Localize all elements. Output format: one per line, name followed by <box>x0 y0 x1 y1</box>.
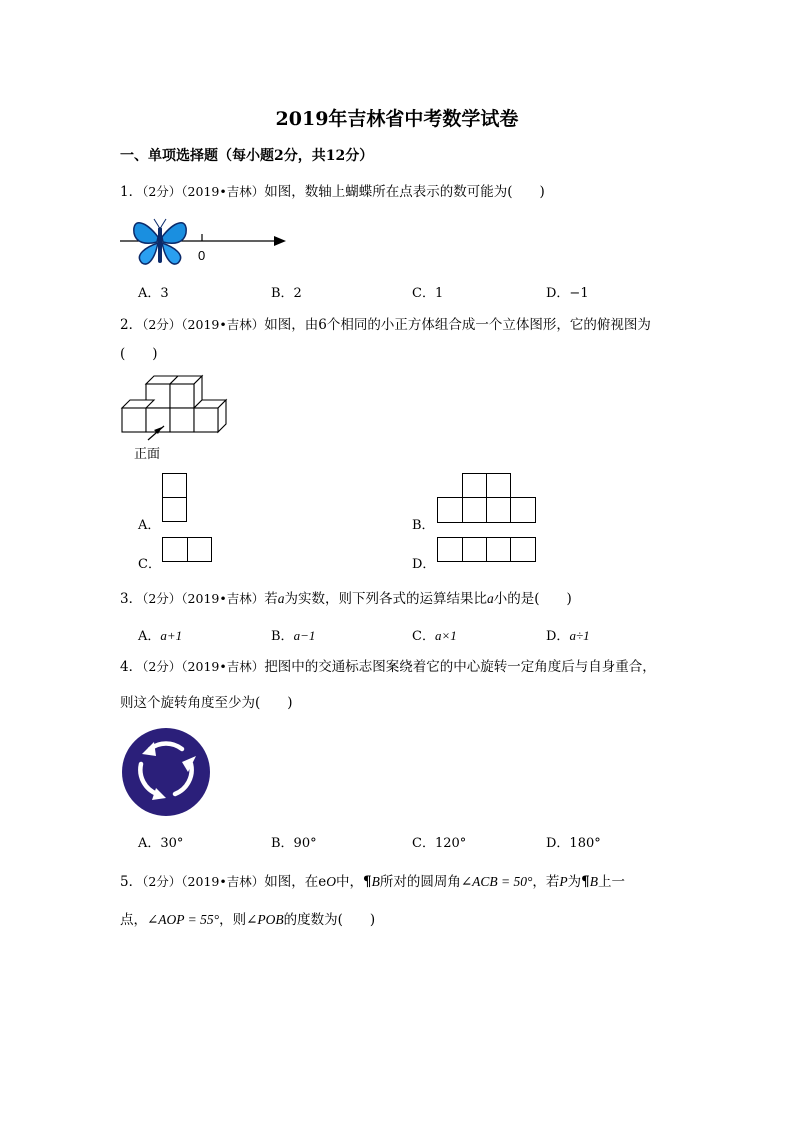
option-expression: a×1 <box>434 628 457 643</box>
option-a[interactable]: A．30° <box>138 836 184 851</box>
arrow-head-icon <box>274 236 286 246</box>
question-3 <box>120 587 572 607</box>
variable-a: a <box>277 591 285 606</box>
question-text-a: 若 <box>264 591 278 607</box>
question-text-b: 为实数，则下列各式的运算结果比 <box>284 591 487 607</box>
question-source: （2019•吉林） <box>181 659 265 674</box>
option-expression: a÷1 <box>569 628 590 643</box>
roundabout-sign-icon <box>120 726 212 818</box>
option-a[interactable]: A．3 <box>138 286 169 301</box>
question-source: （2019•吉林） <box>181 184 265 199</box>
option-b[interactable] <box>271 625 315 644</box>
angle-acb: ∠ACB = 50° <box>460 874 533 889</box>
option-label: D． <box>546 629 570 644</box>
option-d[interactable]: D．−1 <box>546 286 589 301</box>
question-score: （2分） <box>142 659 182 674</box>
question-text-b: 中， <box>335 874 363 890</box>
question-text: 如图，由6个相同的小正方体组合成一个立体图形，它的俯视图为 <box>264 317 651 333</box>
question-number: 5． <box>120 874 143 890</box>
question-text-f: 上一 <box>598 874 625 890</box>
option-c[interactable] <box>412 625 457 644</box>
option-d-view <box>437 537 541 565</box>
angle-aop: ∠AOP = 55° <box>147 912 220 927</box>
option-expression: a+1 <box>160 628 183 643</box>
option-c[interactable]: C．120° <box>412 836 467 851</box>
question-number: 2． <box>120 317 143 333</box>
arc-endpoint: B <box>371 874 380 889</box>
option-b[interactable]: B．2 <box>271 286 302 301</box>
option-b-view <box>437 473 541 525</box>
question-text-d: ，若 <box>532 874 560 890</box>
option-label: C． <box>412 629 435 644</box>
question-4 <box>120 655 656 675</box>
option-a[interactable]: A． <box>138 518 161 533</box>
question-4-line2: 则这个旋转角度至少为( ) <box>120 695 293 711</box>
question-number: 3． <box>120 591 143 607</box>
question-text-a: 如图，在 <box>264 874 319 890</box>
question-text: ，则 <box>219 912 247 928</box>
option-label: B． <box>271 629 294 644</box>
question-number: 1． <box>120 184 143 200</box>
cubes-3d-figure <box>118 372 238 467</box>
section-heading: 一、单项选择题（每小题2分，共12分） <box>120 148 374 164</box>
arc-endpoint: B <box>589 874 598 889</box>
variable-p: P <box>559 874 568 889</box>
option-expression: a−1 <box>293 628 316 643</box>
variable-a: a <box>486 591 494 606</box>
page-title: 2019年吉林省中考数学试卷 <box>275 108 519 130</box>
butterfly-icon <box>134 219 186 264</box>
question-score: （2分） <box>142 591 182 606</box>
question-text: 如图，数轴上蝴蝶所在点表示的数可能为( ) <box>264 184 545 200</box>
option-label: A． <box>138 629 161 644</box>
question-number: 4． <box>120 659 143 675</box>
question-text-e: 为 <box>567 874 582 890</box>
option-d[interactable]: D．180° <box>546 836 601 851</box>
origin-label: 0 <box>198 248 206 263</box>
question-2-paren: ( ) <box>120 346 158 362</box>
option-d[interactable] <box>546 625 590 644</box>
option-c[interactable]: C．1 <box>412 286 444 301</box>
question-text-c: 小的是( ) <box>493 591 572 607</box>
question-5-line2 <box>120 908 375 928</box>
option-a[interactable] <box>138 625 182 644</box>
question-5 <box>120 870 625 890</box>
question-source: （2019•吉林） <box>181 591 265 606</box>
option-c-view <box>162 537 216 565</box>
variable-o: O <box>326 874 336 889</box>
option-b[interactable]: B． <box>412 518 435 533</box>
question-2 <box>120 313 651 333</box>
question-source: （2019•吉林） <box>181 874 265 889</box>
option-c[interactable]: C． <box>138 557 161 572</box>
option-a-view <box>162 473 190 525</box>
front-label: 正面 <box>134 447 161 462</box>
option-d[interactable]: D． <box>412 557 436 572</box>
number-line-figure <box>118 215 298 270</box>
option-b[interactable]: B．90° <box>271 836 317 851</box>
question-text: 把图中的交通标志图案绕着它的中心旋转一定角度后与自身重合， <box>264 659 656 675</box>
question-text: 的度数为( ) <box>283 912 376 928</box>
question-text-c: 所对的圆周角 <box>379 874 461 890</box>
arc-glyph: ¶ <box>362 874 372 890</box>
question-text: 点， <box>120 912 147 928</box>
angle-pob: ∠POB <box>246 912 284 927</box>
arc-glyph: ¶ <box>581 874 590 890</box>
circle-symbol: e <box>318 874 327 890</box>
question-source: （2019•吉林） <box>181 317 265 332</box>
question-1 <box>120 180 545 200</box>
question-score: （2分） <box>142 184 182 199</box>
question-score: （2分） <box>142 317 182 332</box>
question-score: （2分） <box>142 874 182 889</box>
